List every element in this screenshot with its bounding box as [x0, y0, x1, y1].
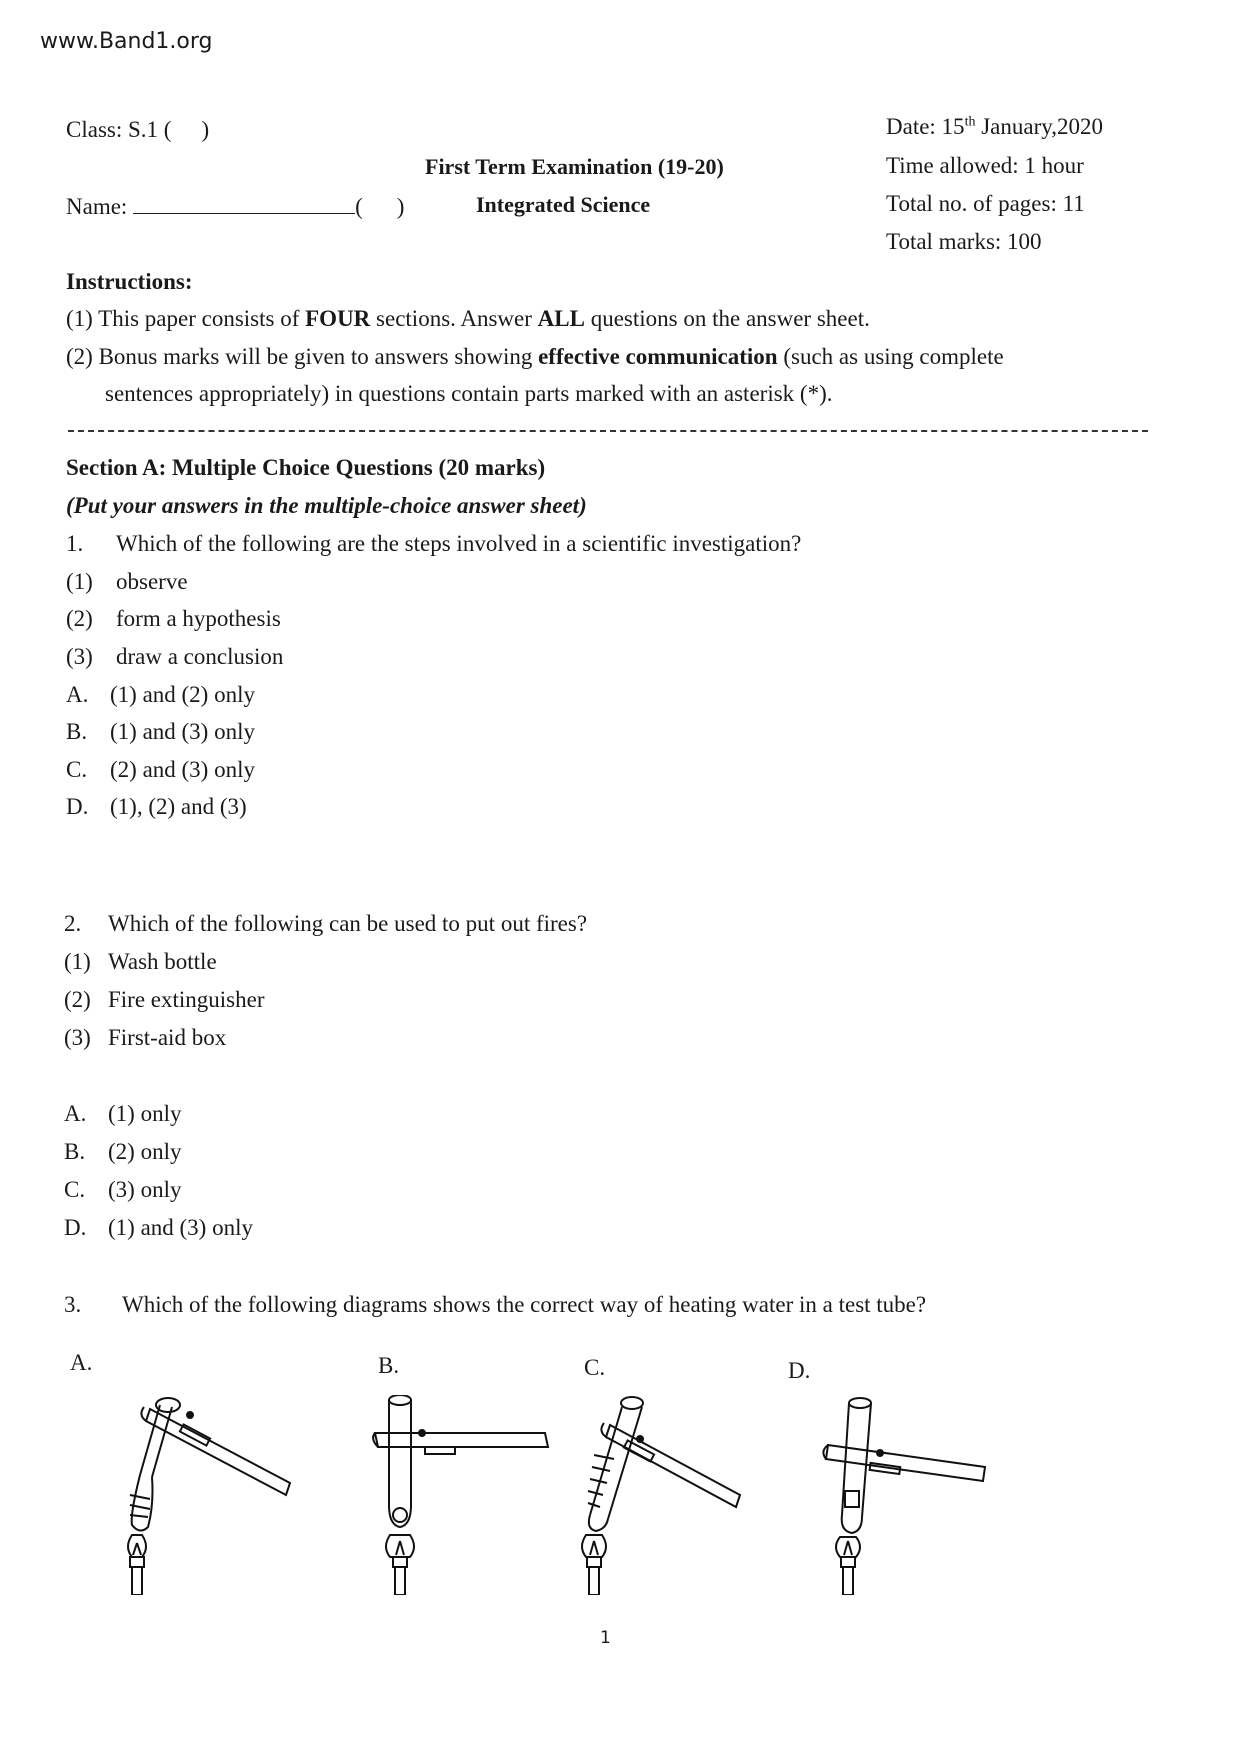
question-number: 3. [64, 1292, 82, 1317]
option-a: A. (1) only [64, 1101, 182, 1126]
class-field: Class: S.1 ( ) [66, 117, 210, 142]
option-c: C. (3) only [64, 1177, 182, 1202]
watermark-text: www.Band1.org [40, 29, 213, 54]
option-a: A. (1) and (2) only [66, 682, 255, 707]
name-blank [133, 193, 355, 214]
question-number: 1. [66, 531, 84, 556]
instruction-item-1: (1) This paper consists of FOUR sections. Answer ALL questions on the answer sheet. [66, 306, 870, 331]
question-1 [66, 531, 801, 557]
diagram-label-b: B. [378, 1353, 400, 1378]
exam-date: Date: 15th January,2020 [886, 114, 1103, 139]
instructions-heading: Instructions: [66, 269, 193, 294]
option-b: B. (2) only [64, 1139, 182, 1164]
question-text: Which of the following diagrams shows the correct way of heating water in a test tube? [122, 1292, 927, 1317]
statement-item: (1) observe [66, 569, 188, 594]
statement-item: (2) Fire extinguisher [64, 987, 265, 1012]
question-3 [64, 1292, 926, 1318]
question-number: 2. [64, 911, 82, 936]
question-2 [64, 911, 587, 937]
exam-title: First Term Examination (19-20) [425, 154, 724, 179]
instruction-item-2-cont: sentences appropriately) in questions contain parts marked with an asterisk (*). [105, 381, 833, 406]
test-tube-tilted-holder-near-top-diagram [110, 1395, 310, 1595]
diagram-label-d: D. [788, 1358, 811, 1383]
total-pages: Total no. of pages: 11 [886, 191, 1085, 216]
name-label: Name: [66, 194, 128, 219]
section-a-title: Section A: Multiple Choice Questions (20 marks) [66, 455, 546, 480]
diagram-label-c: C. [584, 1355, 606, 1380]
question-text: Which of the following can be used to put out fires? [108, 911, 588, 936]
name-field: Name: ( ) [66, 194, 405, 219]
statement-item: (3) draw a conclusion [66, 644, 284, 669]
dashed-divider [68, 430, 1148, 432]
page-number: 1 [600, 1628, 611, 1648]
test-tube-tilted-full-water-diagram [570, 1395, 770, 1595]
option-c: C. (2) and (3) only [66, 757, 255, 782]
statement-item: (1) Wash bottle [64, 949, 217, 974]
total-marks: Total marks: 100 [886, 229, 1042, 254]
test-tube-vertical-holder-middle-diagram [820, 1395, 1020, 1595]
diagram-label-a: A. [70, 1350, 93, 1375]
option-d: D. (1), (2) and (3) [66, 794, 247, 819]
question-text: Which of the following are the steps involved in a scientific investigation? [116, 531, 802, 556]
time-allowed: Time allowed: 1 hour [886, 153, 1084, 178]
test-tube-vertical-holder-near-top-diagram [370, 1395, 570, 1595]
option-b: B. (1) and (3) only [66, 719, 255, 744]
class-label: Class: S.1 ( [66, 117, 172, 142]
subject-title: Integrated Science [476, 192, 651, 217]
section-a-note: (Put your answers in the multiple-choice answer sheet) [66, 493, 587, 518]
instruction-item-2: (2) Bonus marks will be given to answers showing effective communication (such as using complete [66, 344, 1004, 369]
statement-item: (3) First-aid box [64, 1025, 227, 1050]
option-d: D. (1) and (3) only [64, 1215, 253, 1240]
statement-item: (2) form a hypothesis [66, 606, 281, 631]
